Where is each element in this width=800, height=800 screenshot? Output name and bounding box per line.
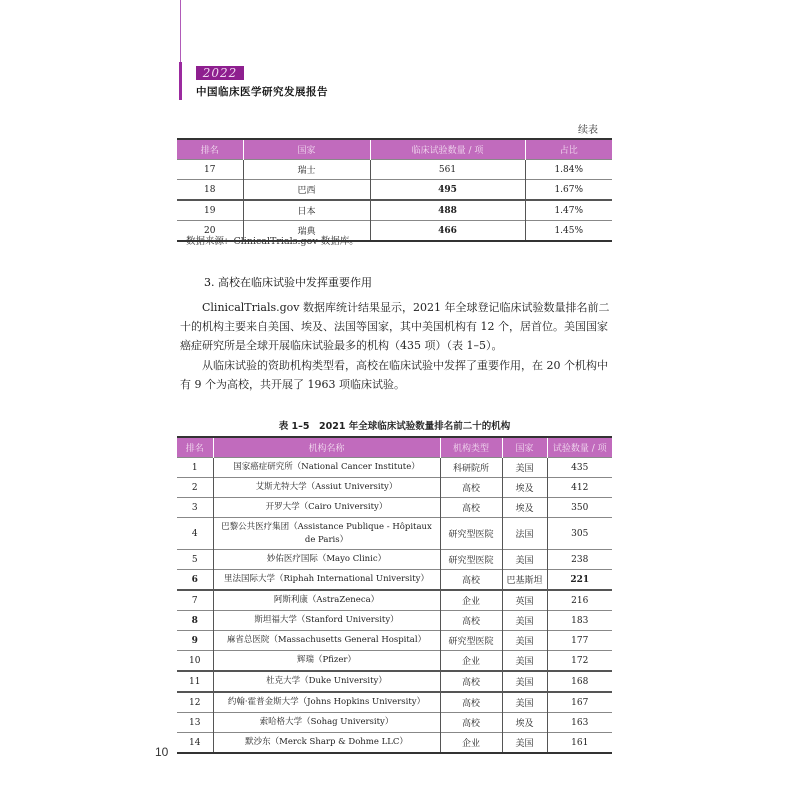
rank-cell: 7: [177, 590, 213, 611]
country-cell: 瑞士: [243, 160, 370, 180]
institution-cell: 斯坦福大学（Stanford University）: [213, 611, 440, 631]
country-cell: 英国: [502, 590, 547, 611]
page-number: 10: [155, 745, 169, 759]
country-cell: 埃及: [502, 498, 547, 518]
count-cell: 435: [547, 458, 612, 478]
table-row: [177, 160, 612, 180]
country-cell: 美国: [502, 611, 547, 631]
country-cell: 瑞典: [243, 221, 370, 242]
table-row: [177, 518, 612, 550]
section-heading: 3. 高校在临床试验中发挥重要作用: [204, 276, 372, 289]
count-cell: 221: [547, 570, 612, 591]
institution-cell: 麻省总医院（Massachusetts General Hospital）: [213, 631, 440, 651]
type-cell: 研究型医院: [440, 550, 502, 570]
count-cell: 412: [547, 478, 612, 498]
rank-cell: 12: [177, 692, 213, 713]
count-cell: 466: [370, 221, 525, 242]
institution-cell: 里法国际大学（Riphah International University）: [213, 570, 440, 591]
header-count: 临床试验数量 / 项: [370, 139, 525, 160]
country-cell: 美国: [502, 631, 547, 651]
share-cell: 1.45%: [525, 221, 612, 242]
count-cell: 350: [547, 498, 612, 518]
count-cell: 488: [370, 200, 525, 221]
body-paragraph: 从临床试验的资助机构类型看，高校在临床试验中发挥了重要作用，在 20 个机构中有 9 个为高校，共开展了 1963 项临床试验。: [180, 359, 608, 391]
rank-cell: 8: [177, 611, 213, 631]
institution-cell: 巴黎公共医疗集团（Assistance Publique - Hôpitaux de Paris）: [213, 518, 440, 550]
table-row: [177, 180, 612, 201]
type-cell: 高校: [440, 570, 502, 591]
rank-cell: 14: [177, 733, 213, 754]
table-row: [177, 733, 612, 754]
type-cell: 高校: [440, 671, 502, 692]
table-row: [177, 611, 612, 631]
table-row: [177, 631, 612, 651]
type-cell: 高校: [440, 478, 502, 498]
header-rank: 排名: [177, 139, 243, 160]
institution-cell: 杜克大学（Duke University）: [213, 671, 440, 692]
country-cell: 日本: [243, 200, 370, 221]
institution-cell: 国家癌症研究所（National Cancer Institute）: [213, 458, 440, 478]
margin-rule-accent: [179, 62, 182, 100]
count-cell: 177: [547, 631, 612, 651]
continued-label: 续表: [578, 125, 598, 136]
type-cell: 研究型医院: [440, 518, 502, 550]
type-cell: 高校: [440, 611, 502, 631]
table-row: [177, 478, 612, 498]
count-cell: 172: [547, 651, 612, 672]
institution-cell: 辉瑞（Pfizer）: [213, 651, 440, 672]
rank-cell: 9: [177, 631, 213, 651]
share-cell: 1.47%: [525, 200, 612, 221]
book-title: 中国临床医学研究发展报告: [196, 86, 328, 98]
rank-cell: 10: [177, 651, 213, 672]
header-share: 占比: [525, 139, 612, 160]
year-logo: 2022: [196, 66, 244, 80]
rank-cell: 13: [177, 713, 213, 733]
type-cell: 研究型医院: [440, 631, 502, 651]
header-type: 机构类型: [440, 437, 502, 458]
institution-cell: 默沙东（Merck Sharp & Dohme LLC）: [213, 733, 440, 754]
rank-cell: 3: [177, 498, 213, 518]
institutions-table: [177, 436, 612, 754]
table-row: [177, 692, 612, 713]
count-cell: 163: [547, 713, 612, 733]
table-row: [177, 550, 612, 570]
type-cell: 企业: [440, 590, 502, 611]
country-cell: 美国: [502, 733, 547, 754]
table-source-note: 数据来源：ClinicalTrials.gov 数据库。: [186, 236, 359, 247]
type-cell: 高校: [440, 498, 502, 518]
type-cell: 科研院所: [440, 458, 502, 478]
count-cell: 168: [547, 671, 612, 692]
table-row: [177, 570, 612, 591]
table-row: [177, 458, 612, 478]
institution-cell: 阿斯利康（AstraZeneca）: [213, 590, 440, 611]
table-header-row: [177, 437, 612, 458]
rank-cell: 5: [177, 550, 213, 570]
country-cell: 埃及: [502, 478, 547, 498]
count-cell: 238: [547, 550, 612, 570]
institution-cell: 开罗大学（Cairo University）: [213, 498, 440, 518]
share-cell: 1.67%: [525, 180, 612, 201]
country-cell: 美国: [502, 458, 547, 478]
table-caption: 表 1–5 2021 年全球临床试验数量排名前二十的机构: [278, 421, 511, 432]
count-cell: 216: [547, 590, 612, 611]
header-count: 试验数量 / 项: [547, 437, 612, 458]
rank-cell: 4: [177, 518, 213, 550]
header-institution: 机构名称: [213, 437, 440, 458]
country-cell: 巴基斯坦: [502, 570, 547, 591]
continued-table: [177, 138, 612, 242]
country-cell: 美国: [502, 651, 547, 672]
count-cell: 161: [547, 733, 612, 754]
rank-cell: 17: [177, 160, 243, 180]
type-cell: 企业: [440, 733, 502, 754]
rank-cell: 6: [177, 570, 213, 591]
table-header-row: [177, 139, 612, 160]
table-row: [177, 498, 612, 518]
rank-cell: 19: [177, 200, 243, 221]
country-cell: 法国: [502, 518, 547, 550]
rank-cell: 11: [177, 671, 213, 692]
country-cell: 埃及: [502, 713, 547, 733]
count-cell: 183: [547, 611, 612, 631]
table-row: [177, 713, 612, 733]
country-cell: 巴西: [243, 180, 370, 201]
table-row: [177, 200, 612, 221]
header-rank: 排名: [177, 437, 213, 458]
country-cell: 美国: [502, 692, 547, 713]
header-country: 国家: [502, 437, 547, 458]
rank-cell: 1: [177, 458, 213, 478]
type-cell: 高校: [440, 692, 502, 713]
count-cell: 167: [547, 692, 612, 713]
body-paragraph: ClinicalTrials.gov 数据库统计结果显示，2021 年全球登记临床试验数量排名前二十的机构主要来自美国、埃及、法国等国家，其中美国机构有 12 个，居首位。美国国家癌症研究所是全球开展临床试验最多的机构（435 项）（表 1–5）。: [180, 301, 610, 352]
margin-rule: [180, 0, 181, 62]
count-cell: 305: [547, 518, 612, 550]
table-row: [177, 651, 612, 672]
type-cell: 高校: [440, 713, 502, 733]
institution-cell: 索哈格大学（Sohag University）: [213, 713, 440, 733]
institution-cell: 妙佑医疗国际（Mayo Clinic）: [213, 550, 440, 570]
rank-cell: 18: [177, 180, 243, 201]
share-cell: 1.84%: [525, 160, 612, 180]
type-cell: 企业: [440, 651, 502, 672]
country-cell: 美国: [502, 550, 547, 570]
institution-cell: 约翰·霍普金斯大学（Johns Hopkins University）: [213, 692, 440, 713]
rank-cell: 20: [177, 221, 243, 242]
institution-cell: 艾斯尤特大学（Assiut University）: [213, 478, 440, 498]
count-cell: 561: [370, 160, 525, 180]
count-cell: 495: [370, 180, 525, 201]
table-row: [177, 590, 612, 611]
table-row: [177, 671, 612, 692]
header-country: 国家: [243, 139, 370, 160]
country-cell: 美国: [502, 671, 547, 692]
rank-cell: 2: [177, 478, 213, 498]
